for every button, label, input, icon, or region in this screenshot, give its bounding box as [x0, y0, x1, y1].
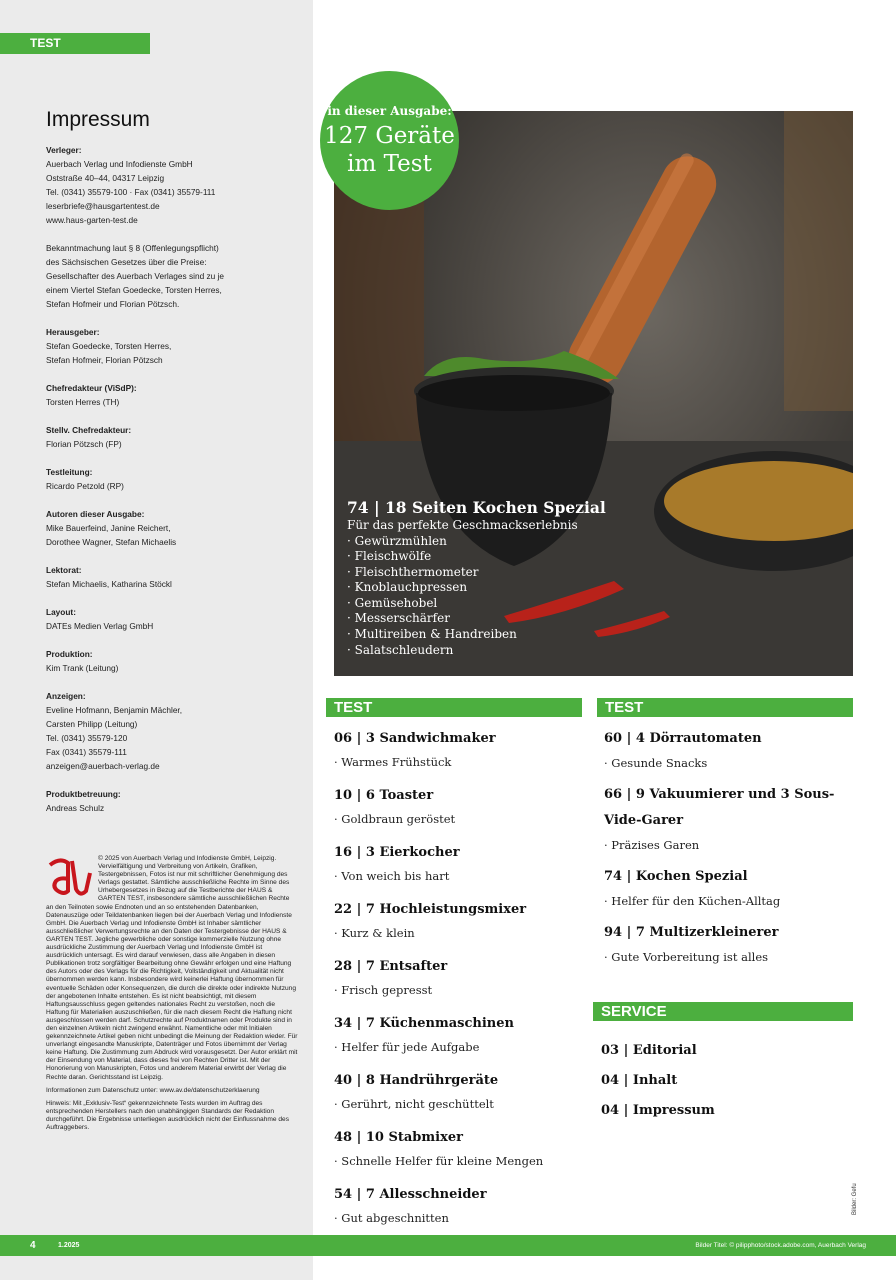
impressum-block-heading: Lektorat: — [46, 565, 82, 575]
impressum-line: Tel. (0341) 35579-120 — [46, 733, 128, 743]
impressum-line: Gesellschafter des Auerbach Verlages sind zu je — [46, 271, 225, 281]
toc-entry-title: 06 | 3 Sandwichmaker — [334, 731, 496, 746]
impressum-block-heading: Anzeigen: — [46, 691, 86, 701]
impressum-block — [46, 465, 296, 493]
badge-line2: 127 Geräte — [324, 123, 455, 149]
hero-caption — [347, 498, 606, 658]
toc-entry[interactable] — [334, 1011, 584, 1054]
side-photo-credit: Bilder: Gefu — [852, 1183, 858, 1215]
impressum-block — [46, 143, 296, 227]
impressum-line: Torsten Herres (TH) — [46, 397, 120, 407]
service-header: SERVICE — [593, 1002, 853, 1021]
toc-entry[interactable] — [604, 726, 854, 770]
toc-entry-title: 54 | 7 Allesschneider — [334, 1187, 487, 1202]
service-list — [601, 1036, 851, 1126]
toc-entry[interactable] — [334, 726, 584, 769]
toc-entry-desc: · Schnelle Helfer für kleine Mengen — [334, 1154, 544, 1168]
issue-label: 1.2025 — [58, 1242, 80, 1249]
toc-entry-title: 60 | 4 Dörrautomaten — [604, 731, 762, 746]
impressum-title: Impressum — [46, 108, 150, 131]
toc-entry-desc: · Von weich bis hart — [334, 869, 450, 883]
impressum-block — [46, 605, 296, 633]
impressum-line: Bekanntmachung laut § 8 (Offenlegungspflicht) — [46, 243, 219, 253]
toc-entry-title: 28 | 7 Entsafter — [334, 959, 448, 974]
photo-credit: Bilder Titel: © pilipphoto/stock.adobe.com, Auerbach Verlag — [695, 1242, 866, 1249]
toc-entry-title: 34 | 7 Küchenmaschinen — [334, 1016, 514, 1031]
service-entry[interactable]: 04 | Impressum — [601, 1103, 715, 1118]
badge-line3: im Test — [347, 151, 432, 177]
impressum-block-heading: Stellv. Chefredakteur: — [46, 425, 132, 435]
impressum-line: des Sächsischen Gesetzes über die Preise: — [46, 257, 207, 267]
impressum-block — [46, 647, 296, 675]
page-number: 4 — [30, 1240, 36, 1251]
impressum-body — [46, 143, 296, 829]
hero-list-item: · Salatschleudern — [347, 642, 454, 657]
hero-list-item: · Fleischwölfe — [347, 549, 432, 564]
hero-list-item: · Multireiben & Handreiben — [347, 627, 517, 642]
toc-entry[interactable] — [334, 1068, 584, 1111]
toc-entry[interactable] — [334, 1125, 584, 1168]
toc-entry-desc: · Kurz & klein — [334, 926, 415, 940]
hero-list-item: · Gemüsehobel — [347, 595, 438, 610]
toc-entry-title: 94 | 7 Multizerkleinerer — [604, 925, 779, 940]
toc-entry[interactable] — [334, 1182, 584, 1225]
toc-entry[interactable] — [334, 840, 584, 883]
hero-subline: Für das perfekte Geschmackserlebnis — [347, 518, 578, 532]
toc-entry-desc: · Gute Vorbereitung ist alles — [604, 950, 769, 964]
impressum-block — [46, 325, 296, 367]
impressum-block-heading: Verleger: — [46, 145, 82, 155]
hint-text: Hinweis: Mit „Exklusiv-Test“ gekennzeichnete Tests wurden im Auftrag des entsprechenden Herstellers nach den unabhängigen Standards der Redaktion durchgeführt. Die Ergebnisse unterliegen ausdrücklich nicht der Einflussnahme des Auftraggebers. — [46, 1099, 290, 1131]
toc-entry-desc: · Gerührt, nicht geschüttelt — [334, 1097, 494, 1111]
badge-line1: in dieser Ausgabe: — [327, 104, 452, 118]
impressum-block-heading: Produktbetreuung: — [46, 789, 121, 799]
impressum-line: Ricardo Petzold (RP) — [46, 481, 124, 491]
copyright-text: © 2025 von Auerbach Verlag und Infodienste GmbH, Leipzig. Vervielfältigung und Verbreitung von Artikeln, Grafiken, Testergebnissen, Fotos ist nur mit schriftlicher Genehmigung des Verlags gestattet. Sämtliche ausschließliche Rechte im Sinne des Urhebergesetzes in Bezug auf die Testberichte der HAUS & GARTEN TEST, insbesondere sämtliche ausschließlichen Rechte an den Teilnoten sowie Endnoten und an so entstehenden Datenbanken, Datenauszüge oder Teildatenbanken liegen bei der Auerbach Verlag und Infodienste GmbH. Die Auerbach Verlag und Infodienste GmbH ist Inhaber sämtlicher ausschließlicher Verwertungsrechte an den Daten der Testergebnisse der HAUS & GARTEN TEST. Jegliche gewerbliche oder sonstige kommerzielle Nutzung ohne ausdrückliche Zustimmung der Auerbach Verlag und Infodienste GmbH ist ausdrücklich untersagt. Es wird darauf verwiesen, dass alle Angaben in diesen Publikationen trotz sorgfältiger Bearbeitung ohne Gewähr erfolgen und eine Haftung des Autors oder des Verlags für die Richtigkeit, Vollständigkeit und Aktualität nicht übernommen werden kann. Insbesondere wird keinerlei Haftung übernommen für eventuelle Schäden oder Konsequenzen, die durch die direkte oder indirekte Nutzung der angebotenen Inhalte entstehen. Es ist nicht beabsichtigt, mit diesem Haftungsausschluss gegen geltendes nationales Recht zu verstoßen, noch die Haftung für Materialien auszuschließen, für die nach diesem Recht die Haftung nicht ausgeschlossen werden darf. Schutzrechte auf Produktnamen oder Produkte sind in den einzelnen Artikeln nicht zwingend erwähnt. Namentliche oder mit Initialen gekennzeichnete Artikel geben nicht unbedingt die Meinung der Redaktion wieder. Für unverlangt eingesandte Manuskripte, Datenträger und Fotos übernimmt der Verlag keine Haftung. Die Zustimmung zum Abdruck wird vorausgesetzt. Der Autor erklärt mit der Einsendung von Material, dass dieses frei von Rechten Dritter ist. Mit der Honorierung von Manuskripten, Fotos und anderem Material erwirbt der Verlag die Rechte daran. Gerichtsstand ist Leipzig. — [46, 855, 298, 1081]
impressum-line: Fax (0341) 35579-111 — [46, 747, 127, 757]
toc-entry[interactable] — [334, 897, 584, 940]
impressum-block — [46, 507, 296, 549]
impressum-block — [46, 563, 296, 591]
hero-headline: 74 | 18 Seiten Kochen Spezial — [347, 498, 606, 517]
hero-list-item: · Fleischthermometer — [347, 564, 479, 579]
impressum-block — [46, 423, 296, 451]
av-logo-icon — [46, 855, 94, 899]
impressum-block-heading: Chefredakteur (ViSdP): — [46, 383, 137, 393]
impressum-line: Auerbach Verlag und Infodienste GmbH — [46, 159, 193, 169]
hero-list-item: · Messerschärfer — [347, 611, 450, 626]
impressum-line: Mike Bauerfeind, Janine Reichert, — [46, 523, 171, 533]
toc-entry-title: 16 | 3 Eierkocher — [334, 845, 460, 860]
toc-entry-desc: · Goldbraun geröstet — [334, 812, 456, 826]
impressum-block — [46, 689, 296, 773]
toc-entry-title: 66 | 9 Vakuumierer und 3 Sous-Vide-Garer — [604, 787, 835, 828]
toc-entry-title: 40 | 8 Handrührgeräte — [334, 1073, 499, 1088]
impressum-block-heading: Produktion: — [46, 649, 93, 659]
toc-entry-desc: · Warmes Frühstück — [334, 755, 452, 769]
toc-entry-desc: · Frisch gepresst — [334, 983, 433, 997]
impressum-line: Stefan Goedecke, Torsten Herres, — [46, 341, 172, 351]
service-entry[interactable]: 04 | Inhalt — [601, 1073, 678, 1088]
toc-entry-desc: · Gut abgeschnitten — [334, 1211, 449, 1225]
impressum-line: Florian Pötzsch (FP) — [46, 439, 122, 449]
impressum-line: Stefan Hofmeir, Florian Pötzsch — [46, 355, 163, 365]
hero-item-list — [347, 534, 606, 659]
hero-list-item: · Gewürzmühlen — [347, 533, 447, 548]
impressum-line: Oststraße 40–44, 04317 Leipzig — [46, 173, 165, 183]
impressum-block — [46, 241, 296, 311]
impressum-block — [46, 787, 296, 815]
toc-entry-title: 22 | 7 Hochleistungsmixer — [334, 902, 527, 917]
issue-badge — [320, 71, 459, 210]
service-entry[interactable]: 03 | Editorial — [601, 1043, 697, 1058]
toc-entry[interactable] — [604, 782, 854, 852]
impressum-block-heading: Herausgeber: — [46, 327, 100, 337]
impressum-line: leserbriefe@hausgartentest.de — [46, 201, 160, 211]
impressum-block-heading: Testleitung: — [46, 467, 93, 477]
impressum-block-heading: Autoren dieser Ausgabe: — [46, 509, 145, 519]
toc-left — [334, 726, 584, 1239]
toc-entry-desc: · Helfer für jede Aufgabe — [334, 1040, 480, 1054]
footer-bar — [0, 1235, 896, 1256]
impressum-line: einem Viertel Stefan Goedecke, Torsten Herres, — [46, 285, 222, 295]
impressum-line: Kim Trank (Leitung) — [46, 663, 119, 673]
toc-entry-desc: · Gesunde Snacks — [604, 756, 708, 770]
privacy-text: Informationen zum Datenschutz unter: www.av.de/datenschutzerklaerung — [46, 1086, 260, 1094]
impressum-line: www.haus-garten-test.de — [46, 215, 138, 225]
impressum-line: Stefan Hofmeir und Florian Pötzsch. — [46, 299, 180, 309]
impressum-block-heading: Layout: — [46, 607, 76, 617]
toc-entry[interactable] — [334, 783, 584, 826]
section-tag-test: TEST — [0, 33, 150, 54]
impressum-line: anzeigen@auerbach-verlag.de — [46, 761, 160, 771]
impressum-block — [46, 381, 296, 409]
impressum-line: Tel. (0341) 35579-100 · Fax (0341) 35579-111 — [46, 187, 216, 197]
toc-entry[interactable] — [604, 864, 854, 908]
impressum-line: Stefan Michaelis, Katharina Stöckl — [46, 579, 172, 589]
toc-entry-title: 10 | 6 Toaster — [334, 788, 434, 803]
impressum-line: Dorothee Wagner, Stefan Michaelis — [46, 537, 177, 547]
toc-entry-desc: · Helfer für den Küchen-Alltag — [604, 894, 781, 908]
toc-entry-title: 48 | 10 Stabmixer — [334, 1130, 463, 1145]
impressum-line: Carsten Philipp (Leitung) — [46, 719, 138, 729]
impressum-line: Andreas Schulz — [46, 803, 105, 813]
toc-right — [604, 726, 854, 976]
copyright-block — [46, 855, 298, 1137]
toc-entry[interactable] — [604, 920, 854, 964]
toc-right-header: TEST — [597, 698, 853, 717]
toc-left-header: TEST — [326, 698, 582, 717]
hero-list-item: · Knoblauchpressen — [347, 580, 468, 595]
toc-entry[interactable] — [334, 954, 584, 997]
impressum-line: Eveline Hofmann, Benjamin Mächler, — [46, 705, 183, 715]
toc-entry-title: 74 | Kochen Spezial — [604, 869, 748, 884]
toc-entry-desc: · Präzises Garen — [604, 838, 700, 852]
impressum-line: DATEs Medien Verlag GmbH — [46, 621, 154, 631]
